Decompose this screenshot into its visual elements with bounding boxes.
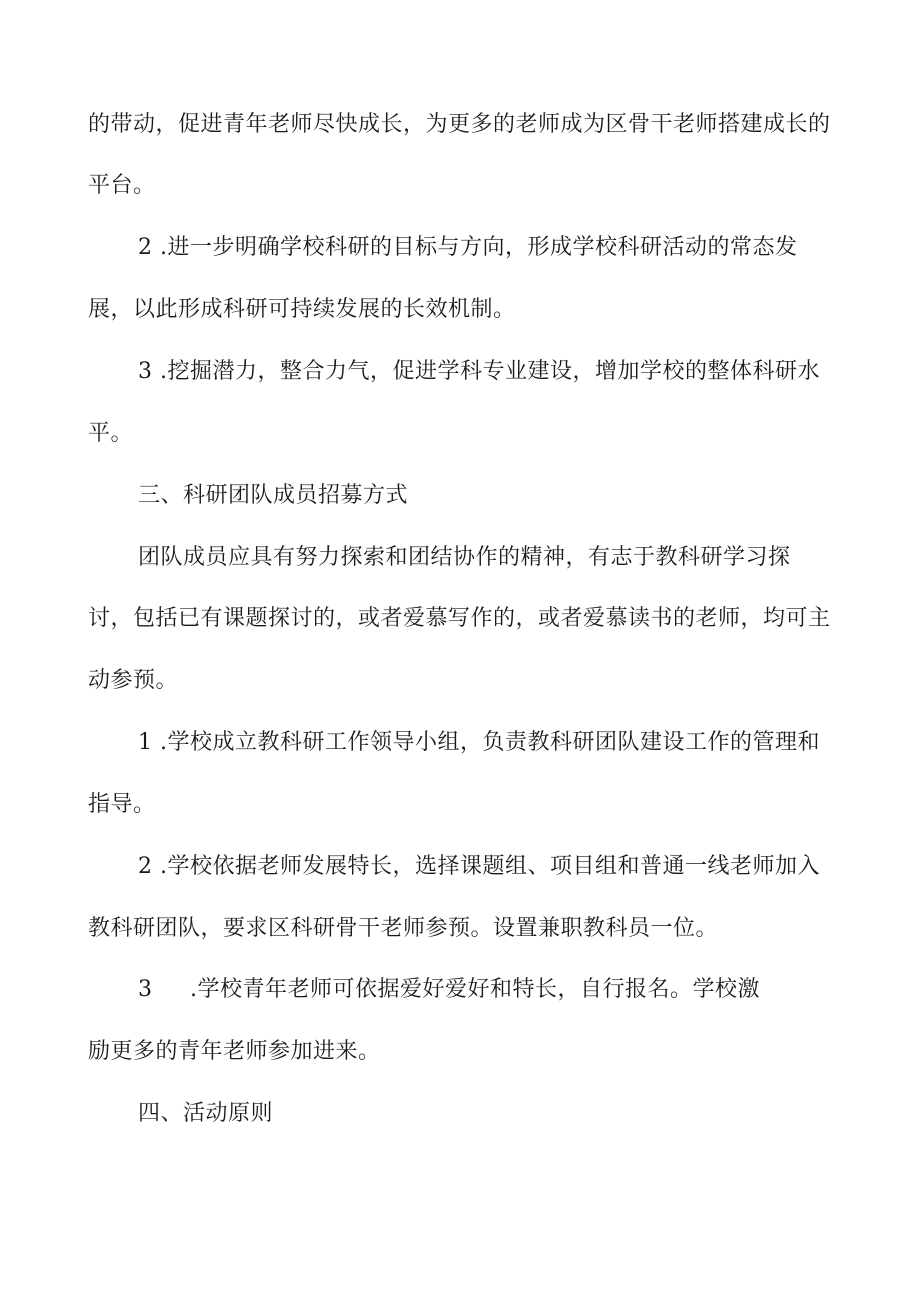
text-line: 展，以此形成科研可持续发展的长效机制。	[88, 297, 516, 322]
text-line: 教科研团队，要求区科研骨干老师参预。设置兼职教科员一位。	[88, 916, 719, 941]
text-line: 励更多的青年老师参加进来。	[88, 1039, 381, 1064]
paragraph-line: 团队成员应具有努力探索和团结协作的精神，有志于教科研学习探	[138, 545, 791, 570]
text-line: 指导。	[88, 792, 156, 817]
text-line: 平台。	[88, 173, 156, 198]
section-heading: 四、活动原则	[138, 1101, 274, 1126]
list-item-3-line	[138, 976, 760, 1004]
list-item-2-line: 2 .学校依据老师发展特长，选择课题组、项目组和普通一线老师加入	[138, 854, 820, 879]
list-number: 3	[138, 977, 153, 1002]
list-item-3-line: 3 .挖掘潜力，整合力气，促进学科专业建设，增加学校的整体科研水	[138, 359, 820, 384]
list-item-1-line: 1 .学校成立教科研工作领导小组，负责教科研团队建设工作的管理和	[138, 730, 820, 755]
list-item-2-line: 2 .进一步明确学校科研的目标与方向，形成学校科研活动的常态发	[138, 235, 798, 260]
section-heading: 三、科研团队成员招募方式	[138, 483, 409, 508]
text-line: 平。	[88, 421, 134, 446]
list-item-text: .学校青年老师可依据爱好爱好和特长，自行报名。学校激	[190, 977, 760, 1002]
text-line: 的带动，促进青年老师尽快成长，为更多的老师成为区骨干老师搭建成长的	[88, 112, 831, 137]
text-line: 动参预。	[88, 668, 179, 693]
text-line: 讨，包括已有课题探讨的，或者爱慕写作的，或者爱慕读书的老师，均可主	[88, 606, 831, 631]
